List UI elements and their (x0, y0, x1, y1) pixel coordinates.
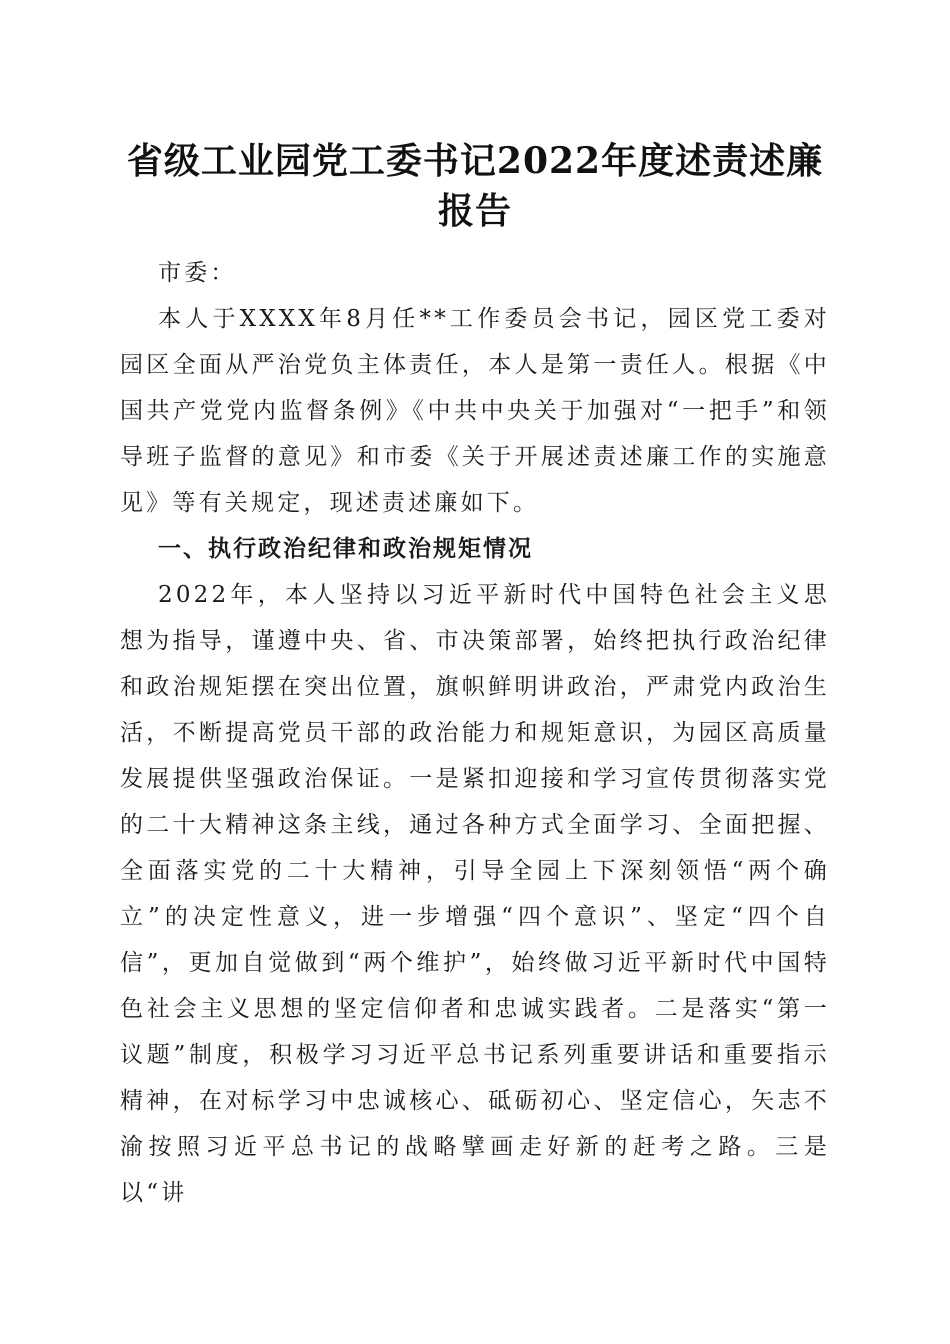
salutation: 市委： (158, 260, 237, 286)
intro-paragraph: 本人于XXXX年8月任**工作委员会书记，园区党工委对园区全面从严治党负主体责任，本人是第一责任人。根据《中国共产党党内监督条例》《中共中央关于加强对“一把手”和领导班子监督的意见》和市委《关于开展述责述廉工作的实施意见》等有关规定，现述责述廉如下。 (120, 306, 830, 516)
document-title: 省级工业园党工委书记2022年度述责述廉报告 (126, 140, 824, 232)
section-1-paragraph: 2022年，本人坚持以习近平新时代中国特色社会主义思想为指导，谨遵中央、省、市决策部署，始终把执行政治纪律和政治规矩摆在突出位置，旗帜鲜明讲政治，严肃党内政治生活，不断提高党员干部的政治能力和规矩意识，为园区高质量发展提供坚强政治保证。一是紧扣迎接和学习宣传贯彻落实党的二十大精神这条主线，通过各种方式全面学习、全面把握、全面落实党的二十大精神，引导全园上下深刻领悟“两个确立”的决定性意义，进一步增强“四个意识”、坚定“四个自信”，更加自觉做到“两个维护”，始终做习近平新时代中国特色社会主义思想的坚定信仰者和忠诚实践者。二是落实“第一议题”制度，积极学习习近平总书记系列重要讲话和重要指示精神，在对标学习中忠诚核心、砥砺初心、坚定信心，矢志不渝按照习近平总书记的战略擘画走好新的赶考之路。三是以“讲 (120, 582, 830, 1206)
document-body (120, 250, 830, 1216)
section-heading-1: 一、执行政治纪律和政治规矩情况 (158, 536, 533, 562)
